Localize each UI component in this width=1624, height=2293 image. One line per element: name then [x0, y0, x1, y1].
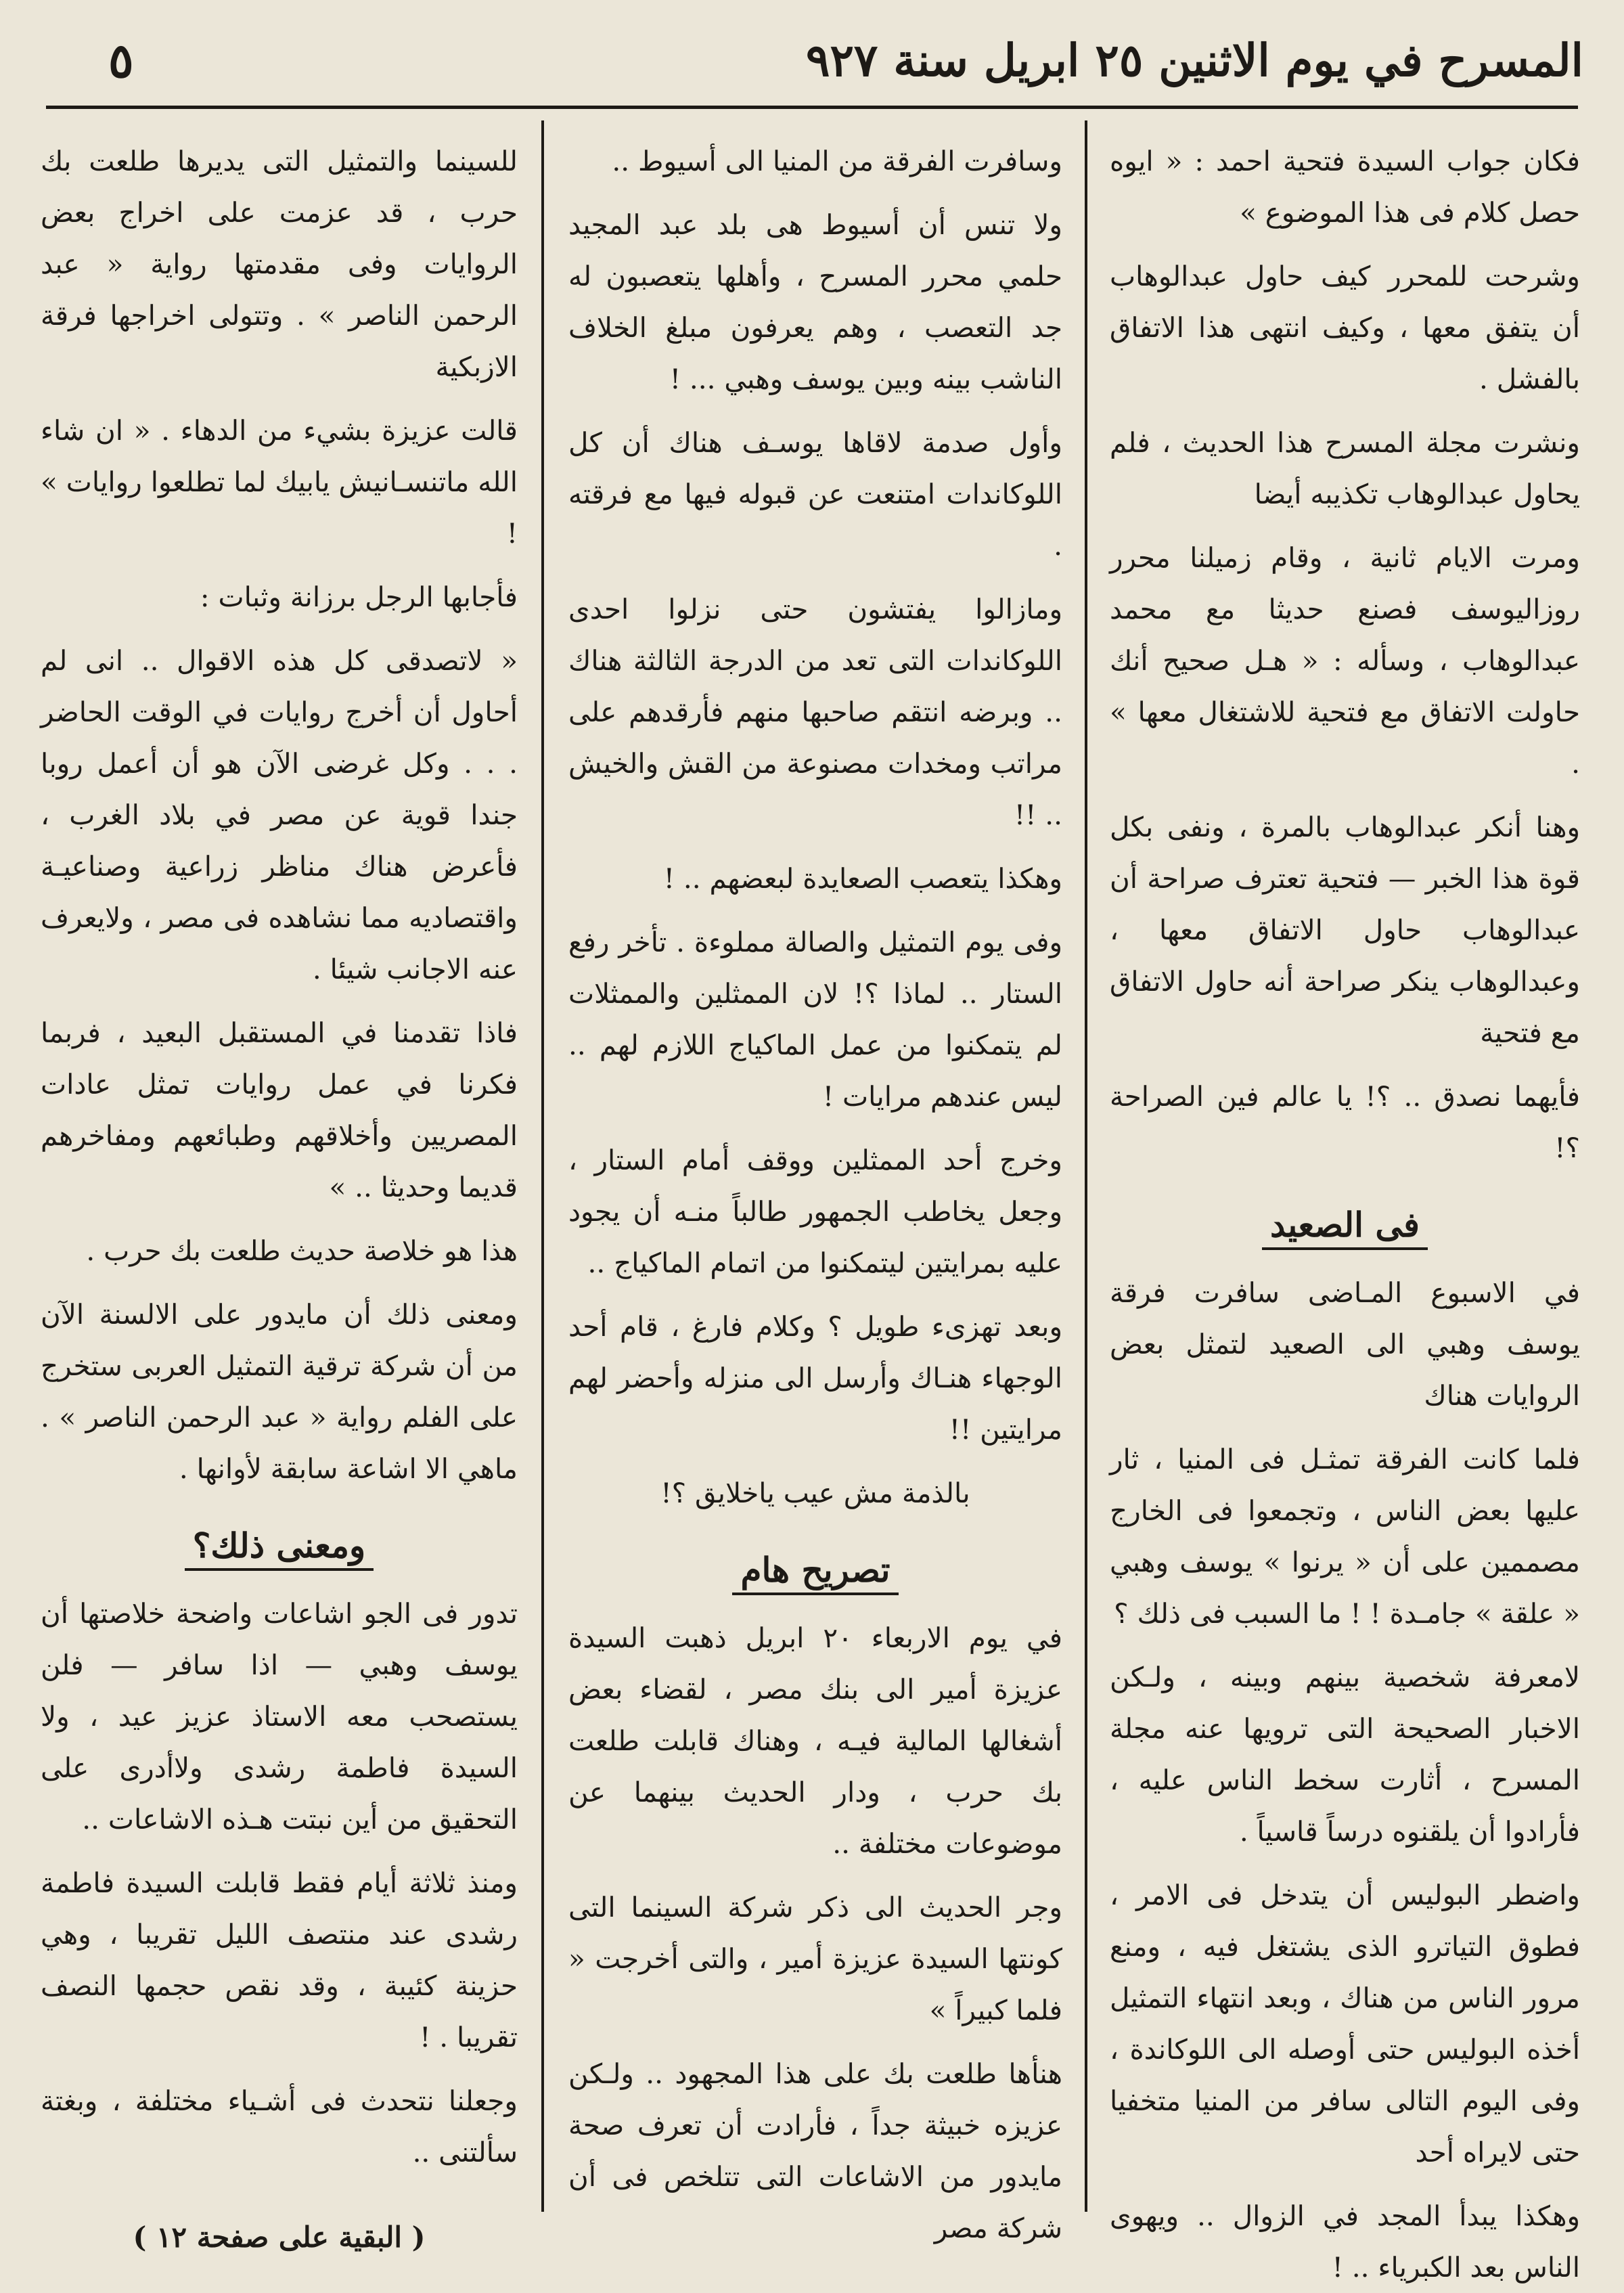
- paragraph: ومرت الايام ثانية ، وقام زميلنا محرر روزاليوسف فصنع حديثا مع محمد عبدالوهاب ، وسأله : « هـل صحيح أنك حاولت الاتفاق مع فتحية للاشتغال معها » .: [1110, 541, 1580, 780]
- paragraph: للسينما والتمثيل التى يديرها طلعت بك حرب ، قد عزمت على اخراج بعض الروايات وفى مقدمتها رواية « عبد الرحمن الناصر » . وتتولى اخراجها فرقة الازبكية: [41, 145, 518, 383]
- paragraph: فكان جواب السيدة فتحية احمد : « ايوه حصل كلام فى هذا الموضوع »: [1110, 145, 1580, 229]
- paragraph: قالت عزيزة بشيء من الدهاء . « ان شاء الله ماتنسـانيش يابيك لما تطلعوا روايات » !: [41, 414, 518, 550]
- column-left: [41, 135, 518, 2254]
- paragraph: بالذمة مش عيب ياخلايق ؟!: [660, 1477, 970, 1509]
- paragraph: واضطر البوليس أن يتدخل فى الامر ، فطوق التياترو الذى يشتغل فيه ، ومنع مرور الناس من هناك ، وبعد انتهاء التمثيل أخذه البوليس حتى أوصله الى اللوكاندة ، وفى اليوم التالى سافر من المنيا متخفيا حتى لايراه أحد: [1110, 1879, 1580, 2168]
- paragraph: وأول صدمة لاقاها يوسـف هناك أن كل اللوكاندات امتنعت عن قبوله فيها مع فرقته .: [568, 426, 1062, 562]
- paragraph: وسافرت الفرقة من المنيا الى أسيوط ..: [612, 145, 1062, 177]
- paragraph: هذا هو خلاصة حديث طلعت بك حرب .: [86, 1234, 518, 1267]
- paragraph: فلما كانت الفرقة تمثـل فى المنيا ، ثار عليها بعض الناس ، وتجمعوا فى الخارج مصممين على أن « يرنوا » يوسف وهبي « علقة » جامـدة ! ! ما السبب فى ذلك ؟: [1110, 1443, 1580, 1630]
- paragraph: تدور فى الجو اشاعات واضحة خلاصتها أن يوسف وهبي — اذا سافر — فلن يستصحب معه الاستاذ عزيز عيد ، ولا السيدة فاطمة رشدى ولاأدرى على التحقيق من أين نبتت هـذه الاشاعات ..: [41, 1597, 518, 1835]
- continued-note: ( البقية على صفحة ١٢ ): [133, 2221, 426, 2254]
- column-right: [1110, 135, 1580, 2284]
- paragraph: وجر الحديث الى ذكر شركة السينما التى كونتها السيدة عزيزة أمير ، والتى أخرجت « فلما كبيراً »: [568, 1891, 1062, 2026]
- masthead-rule: [46, 106, 1578, 109]
- paragraph: ومازالوا يفتشون حتى نزلوا احدى اللوكاندات التى تعد من الدرجة الثالثة هناك .. وبرضه انتقم صاحبها منهم فأرقدهم على مراتب ومخدات مصنوعة من القش والخيش .. !!: [568, 593, 1062, 831]
- page-number: ٥: [108, 32, 134, 89]
- paragraph: هنأها طلعت بك على هذا المجهود .. ولـكن عزيزه خبيثة جداً ، فأرادت أن تعرف صحة مايدور من الاشاعات التى تتلخص فى أن شركة مصر: [568, 2057, 1062, 2244]
- paragraph: وهكذا يتعصب الصعايدة لبعضهم .. !: [663, 862, 1062, 895]
- paragraph: وشرحت للمحرر كيف حاول عبدالوهاب أن يتفق معها ، وكيف انتهى هذا الاتفاق بالفشل .: [1110, 260, 1580, 395]
- paragraph: وفى يوم التمثيل والصالة مملوءة . تأخر رفع الستار .. لماذا ؟! لان الممثلين والممثلات لم يتمكنوا من عمل الماكياج اللازم لهم .. ليس عندهم مرايات !: [568, 926, 1062, 1113]
- masthead: [41, 27, 1583, 102]
- paragraph: ولا تنس أن أسيوط هى بلد عبد المجيد حلمي محرر المسرح ، وأهلها يتعصبون له جد التعصب ، وهم يعرفون مبلغ الخلاف الناشب بينه وبين يوسف وهبي ... !: [568, 208, 1062, 395]
- section-heading-important: تصريح هام: [568, 1543, 1062, 1597]
- paragraph: لامعرفة شخصية بينهم وبينه ، ولـكن الاخبار الصحيحة التى ترويها عنه مجلة المسرح ، أثارت سخط الناس عليه ، فأرادوا أن يلقنوه درساً قاسياً .: [1110, 1661, 1580, 1848]
- paragraph: وجعلنا نتحدث فى أشـياء مختلفة ، وبغتة سألتنى ..: [41, 2085, 518, 2168]
- paragraph: « لاتصدقى كل هذه الاقوال .. انى لم أحاول أن أخرج روايات في الوقت الحاضر . . . وكل غرضى الآن هو أن أعمل روبا جندا قوية عن مصر في بلاد الغرب ، فأعرض هناك مناظر زراعية وصناعيـة واقتصاديه مما نشاهده فى مصر ، ولايعرف عنه الاجانب شيئا .: [41, 644, 518, 985]
- paragraph: ومعنى ذلك أن مايدور على الالسنة الآن من أن شركة ترقية التمثيل العربى ستخرج على الفلم رواية « عبد الرحمن الناصر » . ماهي الا اشاعة سابقة لأوانها .: [41, 1298, 518, 1485]
- section-heading-meaning: ومعنى ذلك؟: [41, 1519, 518, 1573]
- paragraph: فاذا تقدمنا في المستقبل البعيد ، فربما فكرنا في عمل روايات تمثل عادات المصريين وأخلاقهم وطبائعهم ومفاخرهم قديما وحديثا .. »: [41, 1017, 518, 1203]
- masthead-title: المسرح في يوم الاثنين ٢٥ ابريل سنة ٩٢٧: [806, 34, 1583, 87]
- paragraph: في الاسبوع المـاضى سافرت فرقة يوسف وهبي الى الصعيد لتمثل بعض الروايات هناك: [1110, 1276, 1580, 1412]
- column-middle: [568, 135, 1062, 2244]
- column-rule-left: [541, 120, 544, 2212]
- paragraph: ومنذ ثلاثة أيام فقط قابلت السيدة فاطمة رشدى عند منتصف الليل تقريبا ، وهي حزينة كئيبة ، وقد نقص حجمها النصف تقريبا . !: [41, 1867, 518, 2053]
- column-rule-right: [1085, 120, 1087, 2212]
- paragraph: وخرج أحد الممثلين ووقف أمام الستار ، وجعل يخاطب الجمهور طالباً منـه أن يجود عليه بمرايتين ليتمكنوا من اتمام الماكياج ..: [568, 1144, 1062, 1279]
- paragraph: وهنا أنكر عبدالوهاب بالمرة ، ونفى بكل قوة هذا الخبر — فتحية تعترف صراحة أن عبدالوهاب حاول الاتفاق معها ، وعبدالوهاب ينكر صراحة أنه حاول الاتفاق مع فتحية: [1110, 811, 1580, 1049]
- paragraph: فأيهما نصدق .. ؟! يا عالم فين الصراحة ؟!: [1110, 1080, 1580, 1164]
- paragraph: فأجابها الرجل برزانة وثبات :: [200, 581, 518, 613]
- paragraph: وبعد تهزىء طويل ؟ وكلام فارغ ، قام أحد الوجهاء هنـاك وأرسل الى منزله وأحضر لهم مرايتين !!: [568, 1310, 1062, 1446]
- paragraph: ونشرت مجلة المسرح هذا الحديث ، فلم يحاول عبدالوهاب تكذيبه أيضا: [1110, 426, 1580, 510]
- paragraph: في يوم الاربعاء ٢٠ ابريل ذهبت السيدة عزيزة أمير الى بنك مصر ، لقضاء بعض أشغالها المالية فيـه ، وهناك قابلت طلعت بك حرب ، ودار الحديث بينهما عن موضوعات مختلفة ..: [568, 1622, 1062, 1860]
- section-heading-saeed: فى الصعيد: [1110, 1198, 1580, 1252]
- paragraph: وهكذا يبدأ المجد في الزوال .. ويهوى الناس بعد الكبرياء .. !: [1110, 2200, 1580, 2284]
